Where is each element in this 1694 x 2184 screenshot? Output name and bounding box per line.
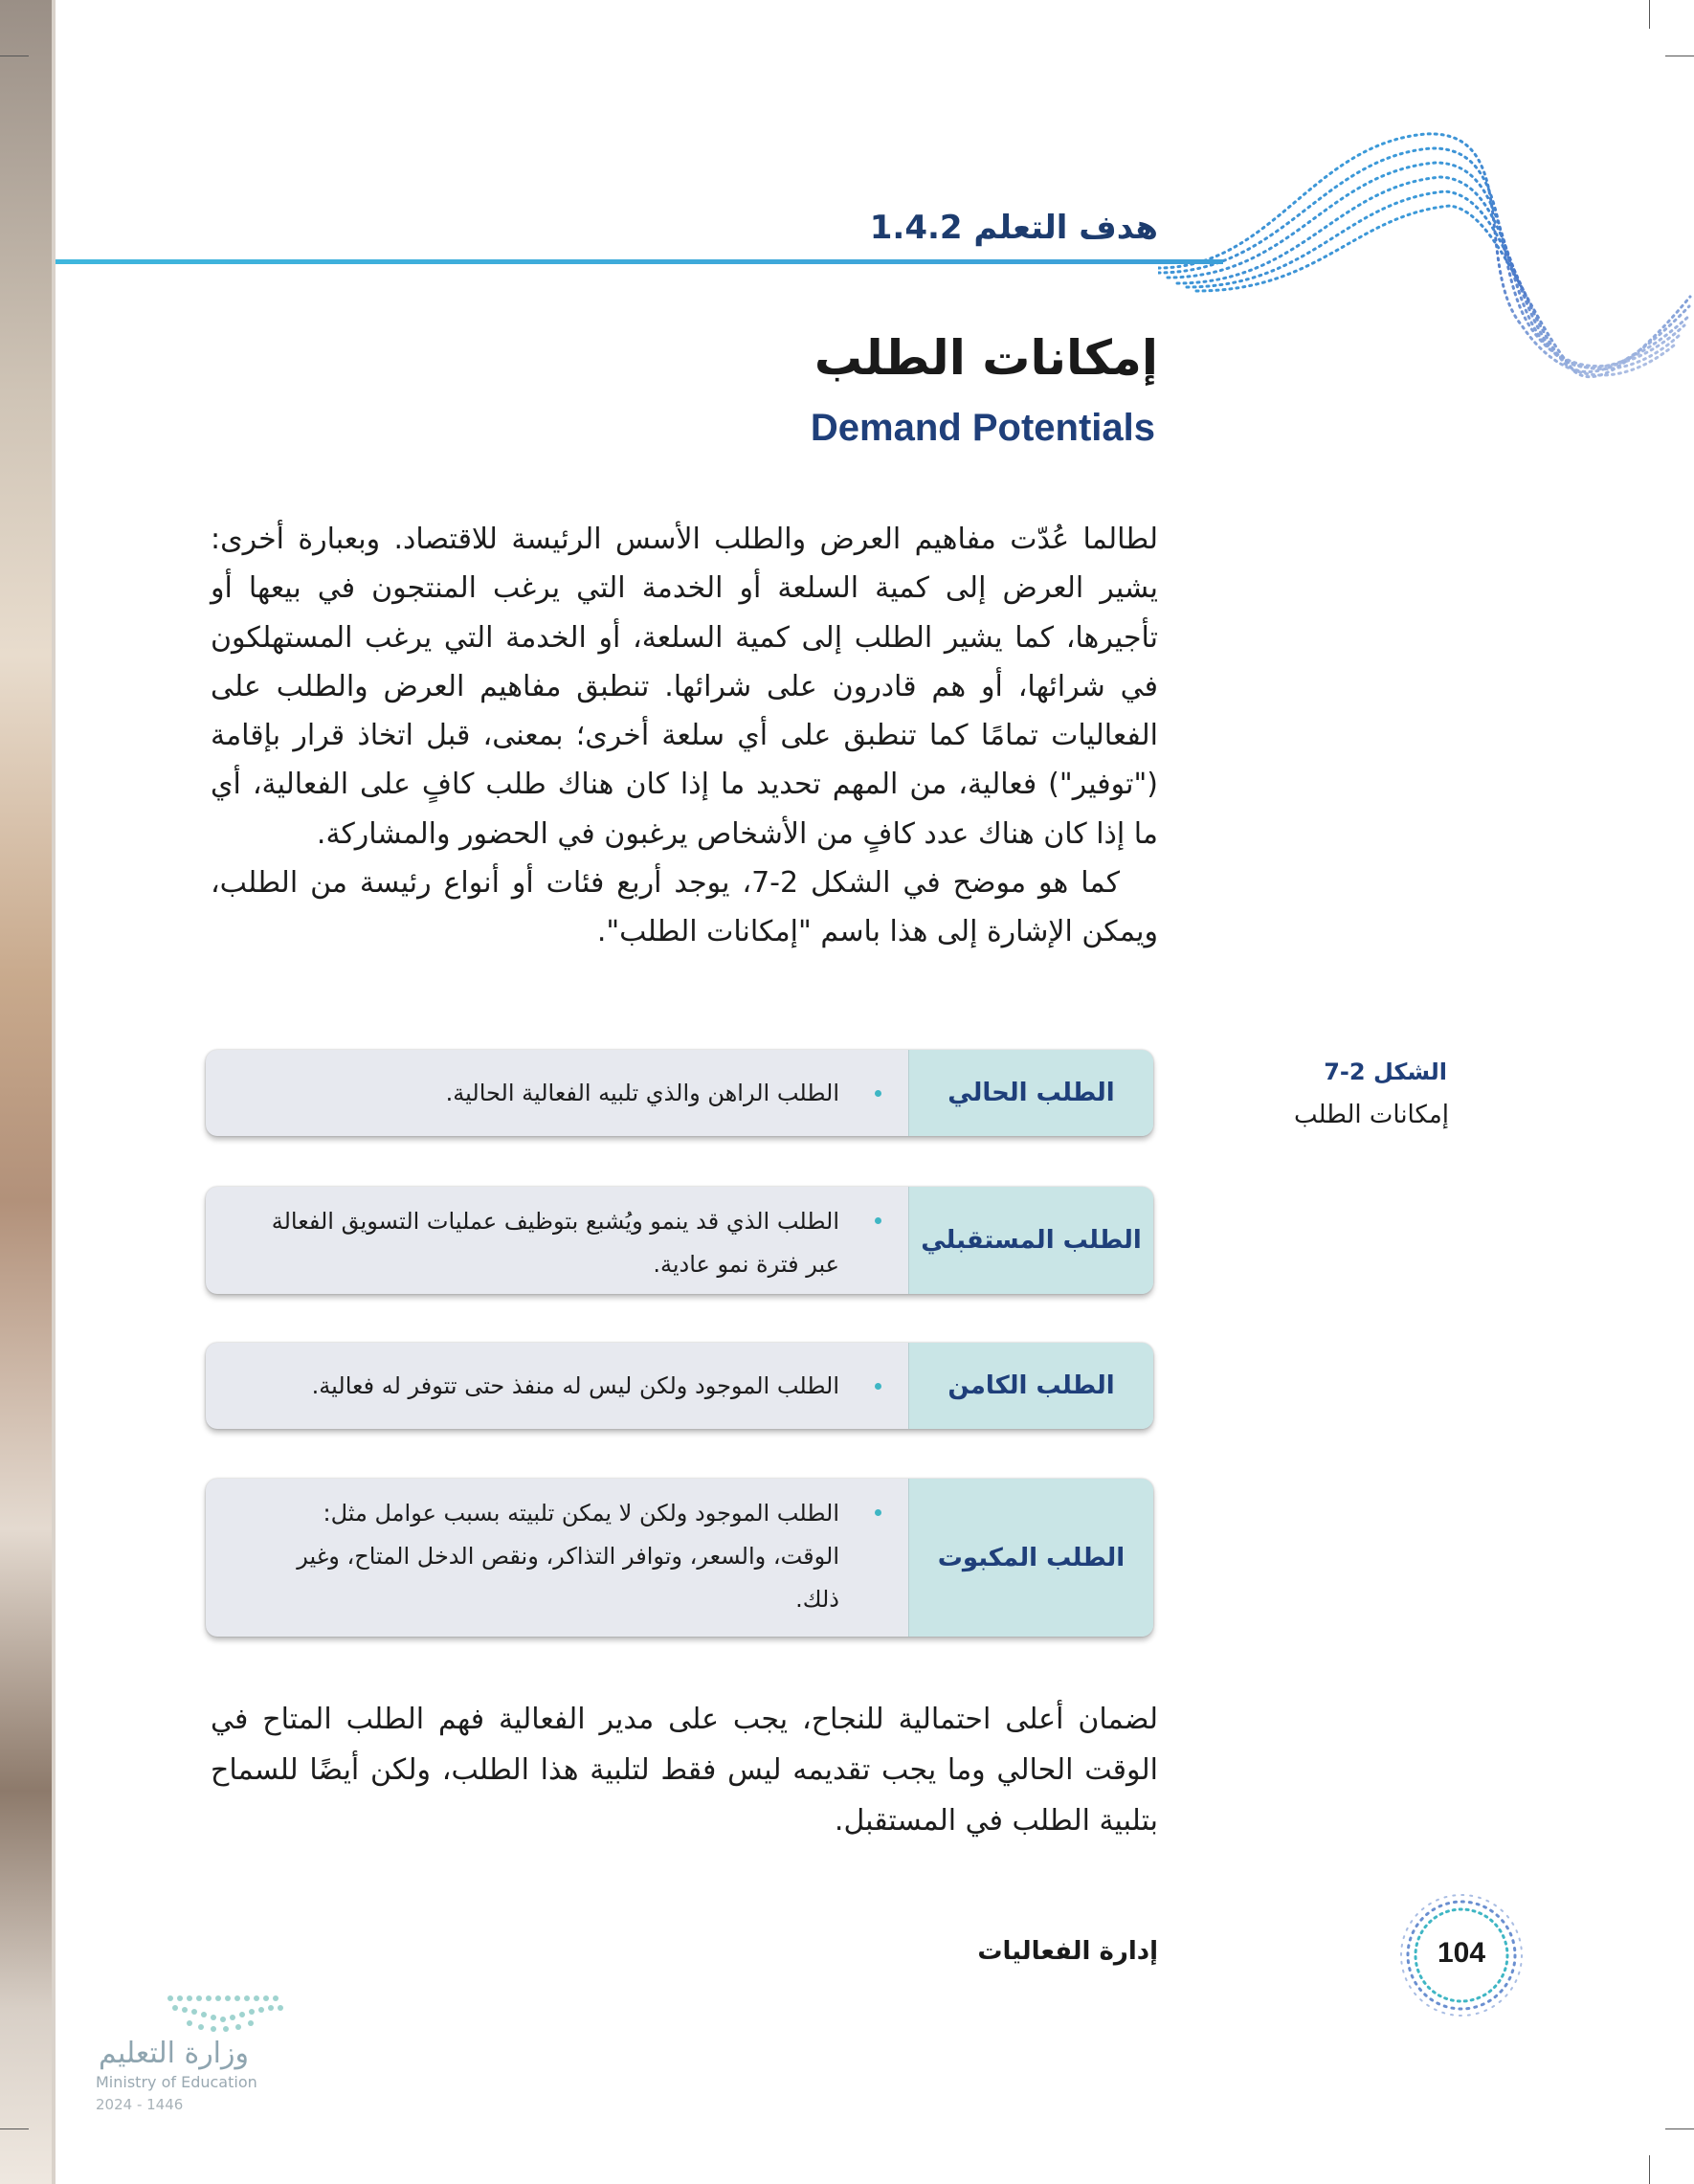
book-title: إدارة الفعاليات <box>977 1937 1158 1966</box>
demand-box-text: الطلب الموجود ولكن ليس له منفذ حتى تتوفر له فعالية. <box>311 1371 839 1399</box>
demand-box-text: الطلب الذي قد ينمو ويُشبع بتوظيف عمليات التسويق الفعالة عبر فترة نمو عادية. <box>271 1208 839 1278</box>
learning-goal-heading: هدف التعلم 1.4.2 <box>869 209 1158 247</box>
ministry-name-english: Ministry of Education <box>96 2073 257 2091</box>
bullet-icon <box>875 1217 881 1224</box>
page-title-english: Demand Potentials <box>810 407 1155 449</box>
demand-box-label: الطلب الحالي <box>908 1050 1153 1136</box>
intro-paragraph-text-2: كما هو موضح في الشكل 2-7، يوجد أربع فئات أو أنواع رئيسة من الطلب، ويمكن الإشارة إلى هذا باسم "إمكانات الطلب". <box>211 866 1158 949</box>
page-number: 104 <box>1437 1937 1486 1969</box>
demand-box-label: الطلب المستقبلي <box>908 1187 1153 1294</box>
ministry-name-arabic: وزارة التعليم <box>98 2037 249 2070</box>
closing-paragraph: لضمان أعلى احتمالية للنجاح، يجب على مدير الفعالية فهم الطلب المتاح في الوقت الحالي وما يجب تقديمه ليس فقط لتلبية هذا الطلب، ولكن أيضًا للسماح بتلبية الطلب في المستقبل. <box>211 1703 1158 1838</box>
page-title-arabic: إمكانات الطلب <box>814 330 1158 386</box>
bullet-icon <box>875 1509 881 1516</box>
ministry-logo-icon <box>96 1991 316 2039</box>
crop-mark <box>1665 2128 1694 2129</box>
bullet-icon <box>875 1383 881 1390</box>
crop-mark <box>1649 0 1650 29</box>
demand-box-description <box>206 1479 908 1637</box>
side-photo-strip <box>0 0 56 2184</box>
crop-mark <box>0 2128 29 2129</box>
intro-paragraph <box>211 515 1158 957</box>
demand-box-latent <box>206 1343 1153 1429</box>
demand-box-future <box>206 1187 1153 1294</box>
crop-mark <box>1649 2155 1650 2184</box>
figure-caption: إمكانات الطلب <box>1294 1101 1449 1129</box>
demand-box-description <box>206 1050 908 1136</box>
figure-number: الشكل 2-7 <box>1324 1059 1447 1085</box>
demand-box-current <box>206 1050 1153 1136</box>
demand-box-text: الطلب الراهن والذي تلبيه الفعالية الحالية. <box>445 1079 839 1106</box>
demand-box-label: الطلب المكبوت <box>908 1479 1153 1637</box>
demand-box-text: الطلب الموجود ولكن لا يمكن تلبيته بسبب عوامل مثل: الوقت، والسعر، وتوافر التذاكر، ونقص الدخل المتاح، وغير ذلك. <box>297 1500 839 1613</box>
demand-box-label: الطلب الكامن <box>908 1343 1153 1429</box>
demand-box-description <box>206 1187 908 1294</box>
intro-paragraph-text: لطالما عُدّت مفاهيم العرض والطلب الأسس الرئيسة للاقتصاد. وبعبارة أخرى: يشير العرض إلى كمية السلعة أو الخدمة التي يرغب المنتجون في بيعها أو تأجيرها، كما يشير الطلب إلى كمية السلعة، أو الخدمة التي يرغب المستهلكون في شرائها، أو هم قادرون على شرائها. تنطبق مفاهيم العرض والطلب على الفعاليات تمامًا كما تنطبق على أي سلعة أخرى؛ بمعنى، قبل اتخاذ قرار بإقامة ("توفير") فعالية، من المهم تحديد ما إذا كان هناك طلب كافٍ على الفعالية، أي ما إذا كان هناك عدد كافٍ من الأشخاص يرغبون في الحضور والمشاركة. <box>211 523 1158 851</box>
demand-box-pent-up <box>206 1479 1153 1637</box>
bullet-icon <box>875 1090 881 1097</box>
header-rule <box>56 259 1223 264</box>
demand-box-description <box>206 1343 908 1429</box>
ministry-year: 2024 - 1446 <box>96 2096 184 2113</box>
dotted-wave-decoration <box>1158 105 1694 488</box>
